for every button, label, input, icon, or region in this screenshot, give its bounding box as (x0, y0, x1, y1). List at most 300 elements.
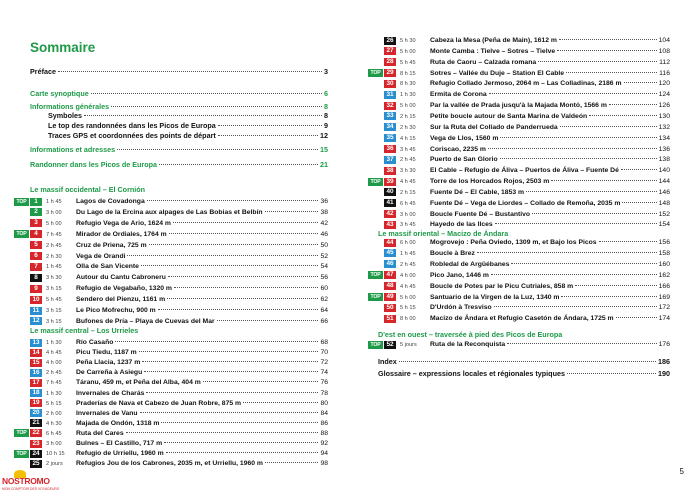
route-page: 108 (658, 47, 670, 55)
route-duration: 5 h 15 (46, 400, 62, 407)
top-badge (368, 102, 383, 110)
route-name: Refugio Vega de Ario, 1624 m (76, 219, 171, 227)
route-page: 116 (659, 69, 670, 77)
route-number-badge: 14 (30, 349, 42, 357)
dot-leader (559, 39, 657, 40)
dot-leader (115, 341, 318, 342)
dot-leader (477, 252, 657, 253)
route-row (14, 378, 328, 387)
route-number-badge: 47 (384, 271, 396, 279)
route-row (368, 199, 670, 208)
entry-title: Traces GPS et coordonnées des points de départ (48, 131, 216, 140)
dot-leader (589, 115, 657, 116)
dot-leader (111, 106, 322, 107)
route-number-badge: 13 (30, 339, 42, 347)
dot-leader (149, 244, 319, 245)
route-row (368, 69, 670, 78)
route-page: 86 (320, 419, 328, 427)
route-duration: 4 h 45 (46, 350, 62, 357)
route-row (14, 399, 328, 408)
dot-leader (495, 223, 657, 224)
route-page: 176 (658, 341, 670, 348)
route-page: 88 (320, 429, 328, 437)
route-row (14, 439, 328, 448)
route-row (14, 449, 328, 458)
route-number-badge: 4 (30, 230, 42, 238)
route-row (14, 197, 328, 206)
route-duration: 8 h 15 (400, 70, 416, 77)
route-page: 160 (658, 260, 670, 268)
route-name: Lagos de Covadonga (76, 198, 145, 205)
dot-leader (538, 61, 657, 62)
route-name: Autour du Cantu Cabroneru (76, 274, 166, 282)
route-duration: 5 h 15 (400, 305, 416, 312)
route-row (14, 459, 328, 468)
entry-page: 8 (324, 111, 328, 120)
route-page: 132 (658, 123, 670, 131)
route-number-badge: 2 (30, 208, 42, 216)
dot-leader (91, 93, 322, 94)
route-page: 66 (320, 317, 328, 325)
route-number-badge: 31 (384, 91, 396, 99)
top-badge (368, 199, 383, 207)
dot-leader (164, 442, 318, 443)
dot-leader (500, 158, 657, 159)
route-page: 148 (658, 199, 670, 207)
top-badge: TOP (368, 69, 383, 77)
route-page: 56 (320, 274, 328, 282)
route-duration: 5 h 00 (46, 220, 62, 227)
route-number-badge: 49 (384, 293, 396, 301)
top-badge (368, 47, 383, 55)
route-page: 136 (658, 145, 670, 153)
top-badge (14, 274, 29, 282)
route-duration: 3 h 15 (46, 286, 62, 293)
route-name: Olla de San Vicente (76, 263, 139, 271)
route-number-badge: 12 (30, 317, 42, 325)
route-name: Mirador de Ordiales, 1764 m (76, 230, 167, 238)
route-number-badge: 26 (384, 37, 396, 45)
route-name: Refugio de Vegabaño, 1320 m (76, 285, 172, 293)
route-row (368, 260, 670, 269)
route-number-badge: 36 (384, 145, 396, 153)
dot-leader (127, 255, 318, 256)
dot-leader (166, 452, 319, 453)
route-name: Vega de Orandi (76, 252, 126, 260)
top-badge (368, 80, 383, 88)
top-badge (14, 419, 29, 427)
route-name: Torre de los Horcados Rojos, 2503 m (430, 178, 550, 186)
top-badge: TOP (368, 341, 383, 349)
entry-page: 15 (320, 145, 328, 154)
route-number-badge: 1 (30, 198, 42, 206)
route-number-badge: 9 (30, 285, 42, 293)
route-number-badge: 8 (30, 274, 42, 282)
route-name: Cruz de Priena, 725 m (76, 241, 147, 249)
dot-leader (489, 93, 657, 94)
route-duration: 8 h 30 (400, 81, 416, 88)
route-number-badge: 50 (384, 304, 396, 312)
top-badge (14, 219, 29, 227)
dot-leader (126, 432, 319, 433)
page-number: 5 (679, 467, 684, 476)
route-duration: 1 h 30 (400, 92, 416, 99)
route-number-badge: 11 (30, 307, 42, 315)
dot-leader (494, 306, 657, 307)
route-page: 146 (658, 188, 670, 196)
top-badge (14, 307, 29, 315)
route-page: 140 (658, 167, 670, 175)
route-name: Táranu, 459 m, et Peña del Alba, 404 m (76, 379, 201, 387)
dot-leader (146, 392, 318, 393)
top-badge (14, 389, 29, 397)
section-title: Le massif occidental – El Cornión (30, 185, 146, 194)
route-duration: 4 h 45 (400, 283, 416, 290)
route-name: Refugios Jou de los Cabrones, 2035 m, et Urriellu, 1960 m (76, 460, 263, 468)
route-duration: 5 h 00 (400, 48, 416, 55)
toc-entry (30, 89, 328, 98)
route-page: 172 (658, 304, 670, 312)
route-number-badge: 23 (30, 440, 42, 448)
toc-entry (48, 131, 328, 140)
entry-title: Glossaire – expressions locales et régionales typiques (378, 369, 565, 378)
top-badge (368, 145, 383, 153)
route-page: 94 (320, 450, 328, 458)
route-name: Refugio Collado Jermoso, 2064 m – Las Colladinas, 2186 m (430, 80, 622, 88)
route-duration: 7 h 45 (46, 380, 62, 387)
top-badge (14, 252, 29, 260)
route-row (368, 271, 670, 280)
route-name: Invernales de Vanu (76, 409, 138, 417)
route-row (368, 58, 670, 67)
route-name: Ruta del Cares (76, 429, 124, 437)
route-number-badge: 7 (30, 263, 42, 271)
route-row (368, 101, 670, 110)
route-number-badge: 20 (30, 409, 42, 417)
route-page: 120 (658, 80, 670, 88)
top-badge (368, 58, 383, 66)
route-duration: 3 h 30 (400, 168, 416, 175)
route-number-badge: 6 (30, 252, 42, 260)
route-page: 98 (320, 460, 328, 468)
route-row (14, 273, 328, 282)
route-number-badge: 5 (30, 241, 42, 249)
entry-page: 186 (658, 357, 670, 366)
route-page: 154 (658, 221, 670, 229)
top-badge (14, 440, 29, 448)
route-duration: 1 h 45 (46, 199, 62, 205)
route-name: Sendero del Pienzu, 1161 m (76, 296, 166, 304)
route-page: 46 (320, 230, 328, 238)
dot-leader (169, 233, 319, 234)
dot-leader (58, 71, 322, 72)
dot-leader (173, 222, 319, 223)
route-duration: 5 h 00 (400, 294, 416, 301)
route-duration: 1 h 30 (46, 390, 62, 397)
toc-entry (30, 145, 328, 154)
dot-leader (147, 200, 319, 201)
dot-leader (511, 263, 656, 264)
route-duration: 5 h 45 (46, 297, 62, 304)
route-page: 42 (320, 219, 328, 227)
route-name: Bufones de Pría – Playa de Cuevas del Mar (76, 317, 215, 325)
dot-leader (488, 148, 657, 149)
top-badge: TOP (14, 230, 29, 238)
entry-page: 3 (324, 67, 328, 76)
top-badge (368, 239, 383, 247)
route-row (368, 123, 670, 132)
dot-leader (167, 298, 318, 299)
dot-leader (622, 202, 656, 203)
route-page: 68 (320, 339, 328, 346)
dot-leader (557, 50, 656, 51)
top-badge (14, 296, 29, 304)
route-duration: 4 h 00 (46, 360, 62, 367)
route-page: 92 (320, 440, 328, 447)
top-badge (14, 460, 29, 468)
top-badge: TOP (368, 271, 383, 279)
dot-leader (265, 211, 319, 212)
dot-leader (560, 126, 657, 127)
top-badge (14, 349, 29, 357)
toc-entry (30, 160, 328, 169)
route-number-badge: 25 (30, 460, 42, 468)
top-badge (14, 285, 29, 293)
route-page: 74 (320, 369, 328, 377)
dot-leader (399, 361, 656, 362)
route-name: Puerto de San Glorio (430, 156, 498, 164)
route-duration: 4 h 45 (400, 179, 416, 186)
route-page: 112 (659, 58, 670, 66)
route-duration: 1 h 45 (46, 264, 62, 271)
top-badge (14, 208, 29, 216)
top-badge (368, 315, 383, 323)
route-number-badge: 21 (30, 419, 42, 427)
route-name: Río Casaño (76, 339, 114, 346)
route-page: 134 (658, 134, 670, 142)
dot-leader (158, 309, 319, 310)
dot-leader (117, 149, 318, 150)
toc-entry (30, 67, 328, 76)
route-duration: 7 h 45 (46, 231, 62, 238)
route-duration: 6 h 00 (400, 240, 416, 246)
route-number-badge: 27 (384, 47, 396, 55)
route-name: Sur la Ruta del Collado de Panderruedа (430, 123, 558, 131)
top-badge (368, 304, 383, 312)
top-badge (14, 317, 29, 325)
route-name: Boucle de Potes par le Picu Cutriales, 858 m (430, 282, 574, 290)
entry-title: Préface (30, 67, 56, 76)
route-row (368, 134, 670, 143)
dot-leader (144, 371, 318, 372)
route-name: Picu Tiedu, 1187 m (76, 349, 137, 357)
route-number-badge: 29 (384, 69, 396, 77)
route-duration: 4 h 30 (46, 420, 62, 427)
route-duration: 5 h 00 (400, 103, 416, 110)
top-badge (368, 221, 383, 229)
route-name: Macizo de Ándara et Refugio Casetón de Ándara, 1725 m (430, 315, 614, 323)
route-row (368, 155, 670, 164)
route-row (14, 409, 328, 418)
route-name: Fuente Dé – El Cable, 1853 m (430, 188, 525, 196)
route-page: 162 (658, 271, 670, 279)
route-row (368, 293, 670, 302)
section-title: Le massif central – Los Urrieles (30, 326, 139, 335)
route-duration: 8 h 00 (400, 316, 416, 323)
toc-entry (48, 121, 328, 130)
toc-entry (30, 102, 328, 111)
dot-leader (139, 351, 319, 352)
route-name: Ruta de la Reconquista (430, 341, 506, 348)
dot-leader (203, 381, 319, 382)
route-name: Du Lago de la Ercina aux alpages de Las Bobias et Belbín (76, 208, 263, 216)
route-row (14, 348, 328, 357)
route-name: Vega de Llos, 1560 m (430, 134, 499, 142)
top-badge: TOP (14, 429, 29, 437)
route-page: 126 (658, 102, 670, 110)
toc-entry (378, 357, 670, 366)
dot-leader (265, 462, 318, 463)
route-name: Ruta de Caoru – Calzada romana (430, 58, 537, 66)
dot-leader (616, 317, 657, 318)
route-number-badge: 43 (384, 221, 396, 229)
route-page: 130 (658, 112, 670, 120)
route-number-badge: 34 (384, 123, 396, 131)
dot-leader (140, 412, 319, 413)
route-number-badge: 33 (384, 112, 396, 120)
route-row (368, 188, 670, 197)
route-duration: 5 h 45 (400, 59, 416, 66)
section-title: Le massif oriental – Macizo de Ándara (378, 229, 509, 238)
dot-leader (168, 276, 319, 277)
route-row (14, 419, 328, 428)
route-number-badge: 18 (30, 389, 42, 397)
top-badge (368, 249, 383, 257)
route-row (368, 166, 670, 175)
route-number-badge: 46 (384, 260, 396, 268)
page-title: Sommaire (30, 40, 96, 55)
route-number-badge: 39 (384, 178, 396, 186)
route-duration: 4 h 15 (400, 135, 416, 142)
route-duration: 3 h 00 (46, 441, 62, 447)
route-page: 38 (320, 208, 328, 216)
entry-title: Index (378, 357, 397, 366)
route-row (368, 340, 670, 349)
route-name: Refugio de Urriellu, 1960 m (76, 450, 164, 458)
top-badge: TOP (368, 178, 383, 186)
route-duration: 2 h 45 (400, 157, 416, 164)
route-number-badge: 32 (384, 102, 396, 110)
route-page: 80 (320, 399, 328, 407)
route-page: 36 (320, 198, 328, 205)
top-badge (14, 359, 29, 367)
route-row (368, 249, 670, 258)
dot-leader (561, 296, 656, 297)
dot-leader (567, 373, 656, 374)
route-row (14, 252, 328, 261)
route-number-badge: 45 (384, 249, 396, 257)
route-name: De Carreña à Asiegu (76, 369, 143, 377)
dot-leader (532, 213, 657, 214)
route-name: Pico Jano, 1446 m (430, 271, 489, 279)
route-duration: 3 h 15 (46, 308, 62, 314)
top-badge (14, 369, 29, 377)
route-row (14, 241, 328, 250)
route-duration: 3 h 00 (400, 211, 416, 218)
route-number-badge: 16 (30, 369, 42, 377)
route-page: 76 (320, 379, 328, 387)
dot-leader (141, 265, 318, 266)
route-number-badge: 22 (30, 429, 42, 437)
route-page: 104 (658, 37, 670, 44)
route-row (368, 47, 670, 56)
top-badge (368, 156, 383, 164)
route-row (368, 79, 670, 88)
top-badge (368, 112, 383, 120)
route-row (14, 368, 328, 377)
route-row (368, 36, 670, 45)
entry-title: Randonner dans les Picos de Europa (30, 160, 158, 169)
route-duration: 2 h 45 (400, 261, 416, 268)
entry-title: Informations et adresses (30, 145, 116, 154)
route-row (14, 389, 328, 398)
dot-leader (217, 320, 319, 321)
top-badge (368, 210, 383, 218)
route-page: 72 (320, 359, 328, 367)
route-number-badge: 52 (384, 341, 396, 349)
route-page: 78 (320, 389, 328, 397)
route-page: 166 (658, 282, 670, 290)
route-number-badge: 24 (30, 450, 42, 458)
dot-leader (624, 82, 657, 83)
route-page: 60 (320, 285, 328, 293)
route-duration: 2 h 00 (46, 410, 62, 417)
route-name: Boucle à Brez (430, 249, 475, 257)
route-row (14, 358, 328, 367)
dot-leader (609, 104, 657, 105)
route-page: 54 (320, 263, 328, 271)
route-row (368, 90, 670, 99)
dot-leader (621, 169, 657, 170)
route-duration: 3 h 45 (400, 222, 416, 229)
route-duration: 1 h 30 (46, 340, 62, 346)
route-name: Bulnes – El Castillo, 717 m (76, 440, 163, 447)
route-number-badge: 40 (384, 188, 396, 196)
route-duration: 3 h 15 (46, 318, 62, 325)
route-duration: 2 h 45 (46, 242, 62, 249)
nostromo-logo (0, 470, 60, 500)
route-name: Boucle Fuente Dé – Bustantivo (430, 210, 531, 218)
route-number-badge: 10 (30, 296, 42, 304)
logo-text: NOSTROMO (2, 476, 50, 486)
route-row (14, 295, 328, 304)
route-number-badge: 42 (384, 210, 396, 218)
route-duration: 4 h 00 (400, 272, 416, 279)
top-badge (368, 123, 383, 131)
top-badge: TOP (368, 293, 383, 301)
route-name: El Cable – Refugio de Áliva – Puertos de Áliva – Fuente Dé (430, 167, 619, 175)
route-page: 52 (320, 252, 328, 260)
logo-subtitle: MON COMPTOIR DES VOYAGEURS (2, 487, 60, 491)
route-row (368, 210, 670, 219)
route-duration: 2 h 15 (400, 113, 416, 120)
route-duration: 5 h 30 (400, 38, 416, 44)
entry-page: 190 (658, 369, 670, 378)
route-number-badge: 17 (30, 379, 42, 387)
route-duration: 2 h 30 (400, 124, 416, 131)
route-row (368, 112, 670, 121)
entry-page: 12 (320, 131, 328, 140)
